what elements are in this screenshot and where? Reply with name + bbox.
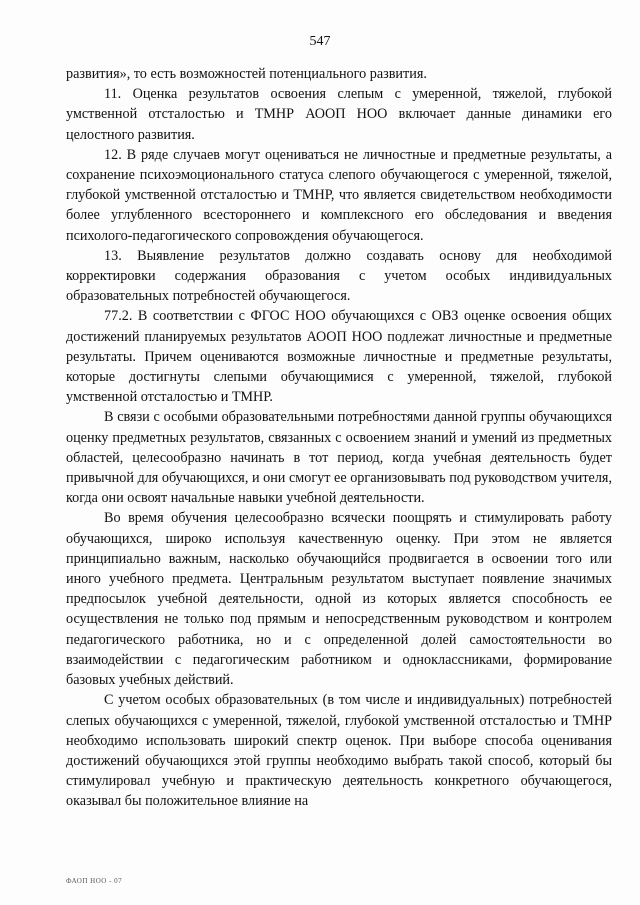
- paragraph: 13. Выявление результатов должно создавать основу для необходимой корректировки содержания образования с учетом особых индивидуальных образовательных потребностей обучающегося.: [66, 247, 612, 305]
- paragraph: 77.2. В соответствии с ФГОС НОО обучающихся с ОВЗ оценке освоения общих достижений планируемых результатов АООП НОО подлежат личностные и предметные результаты. Причем оцениваются возможные личностные и предметные результаты, которые достигнуты слепыми обучающимися с умеренной, тяжелой, глубокой умственной отсталостью и ТМНР.: [66, 308, 612, 406]
- paragraph: С учетом особых образовательных (в том числе и индивидуальных) потребностей слепых обучающихся с умеренной, тяжелой, глубокой умственной отсталостью и ТМНР необходимо использовать широкий спектр оценок. При выборе способа оценивания достижений обучающихся этой группы необходимо выбрать такой способ, который бы стимулировал учебную и практическую деятельность конкретного обучающегося, оказывал бы положительное влияние на: [66, 692, 612, 810]
- body-text: [66, 64, 612, 812]
- paragraph: развития», то есть возможностей потенциального развития.: [66, 66, 427, 82]
- footer-code: ФАОП НОО - 07: [66, 877, 123, 885]
- paragraph: 12. В ряде случаев могут оцениваться не личностные и предметные результаты, а сохранение психоэмоционального статуса слепого обучающегося с умеренной, тяжелой, глубокой умственной отсталостью и ТМНР, что является свидетельством необходимости более углубленного всестороннего и комплексного его обследования и введения психолого-педагогического сопровождения обучающегося.: [66, 146, 612, 244]
- paragraph: 11. Оценка результатов освоения слепым с умеренной, тяжелой, глубокой умственной отсталостью и ТМНР АООП НОО включает данные динамики его целостного развития.: [66, 86, 612, 143]
- paragraph: Во время обучения целесообразно всячески поощрять и стимулировать работу обучающихся, широко используя качественную оценку. При этом не является принципиально важным, насколько обучающийся продвигается в освоении того или иного учебного предмета. Центральным результатом выступает появление значимых предпосылок учебной деятельности, одной из которых является способность ее осуществления не только под прямым и непосредственным руководством и контролем педагогического работника, но и с определенной долей самостоятельности во взаимодействии с педагогическим работником и одноклассниками, формирование базовых учебных действий.: [66, 510, 612, 689]
- paragraph: В связи с особыми образовательными потребностями данной группы обучающихся оценку предметных результатов, связанных с освоением знаний и умений из предметных областей, целесообразно начинать в тот период, когда учебная деятельность будет привычной для обучающихся, и они смогут ее организовывать под руководством учителя, когда они освоят начальные навыки учебной деятельности.: [66, 409, 612, 507]
- page-number: 547: [309, 34, 331, 49]
